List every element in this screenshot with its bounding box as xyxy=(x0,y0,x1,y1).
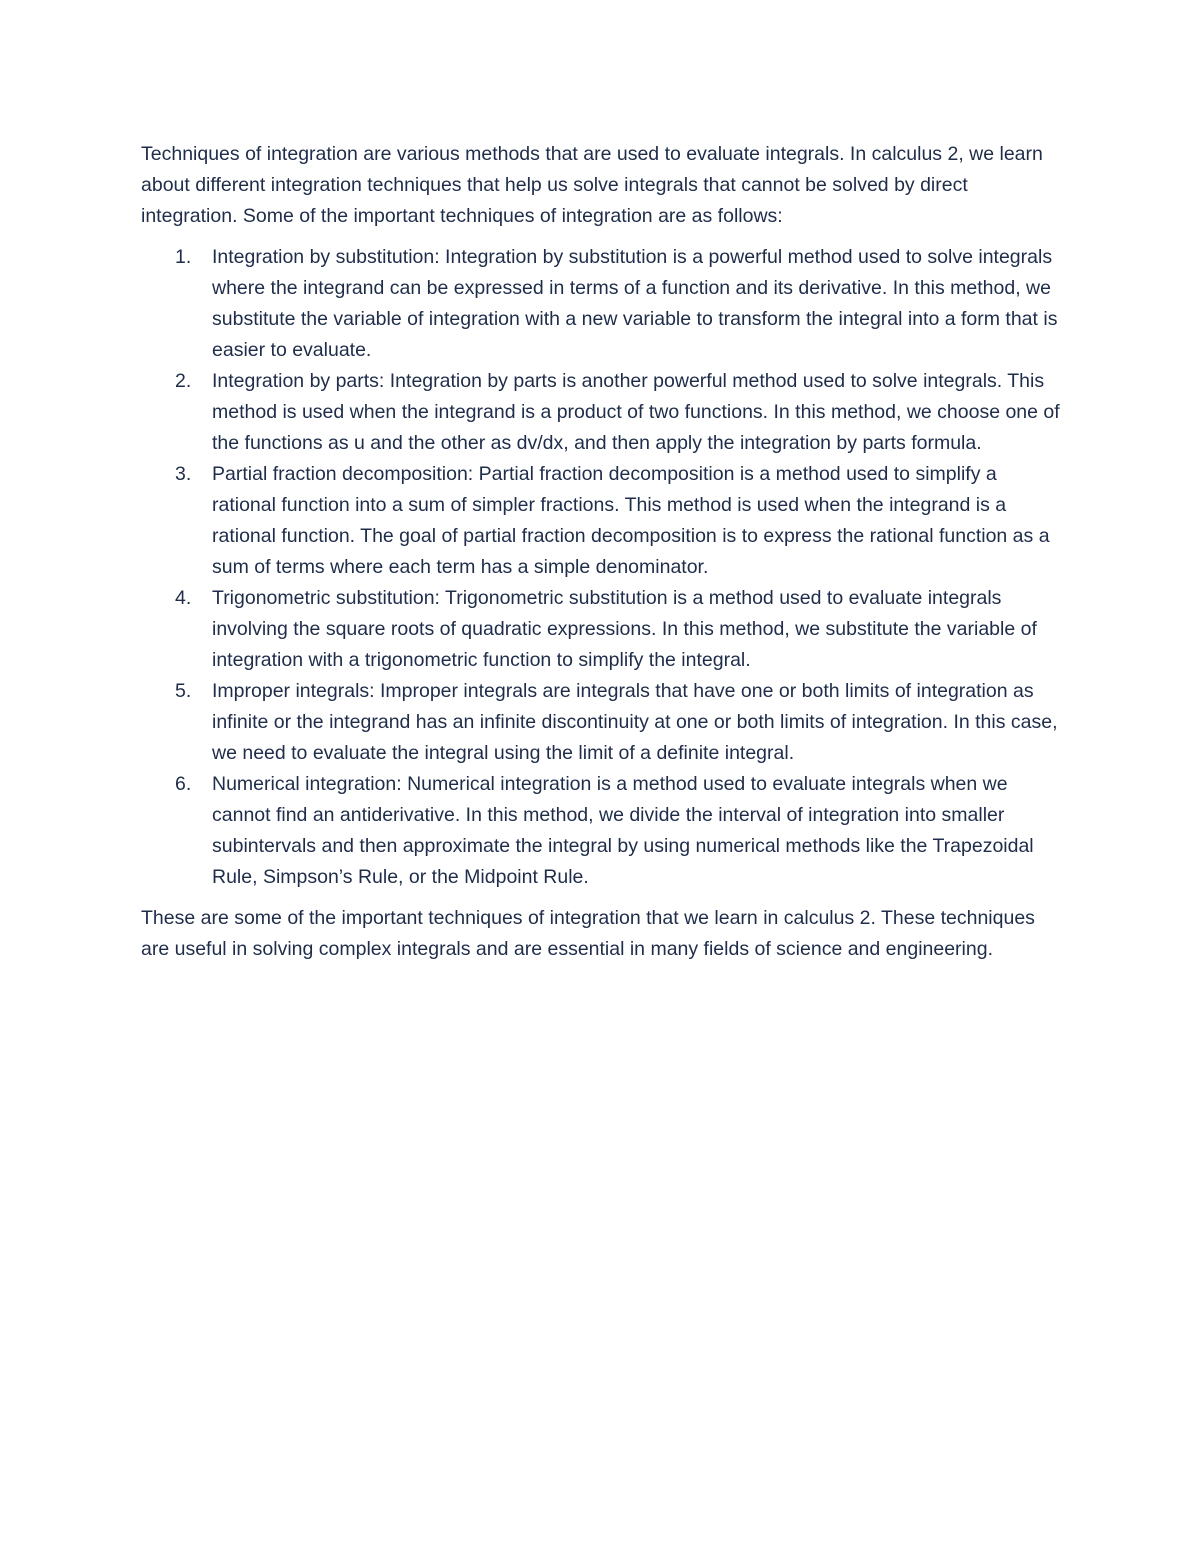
document-body xyxy=(141,139,1066,965)
list-item xyxy=(141,459,1066,583)
list-item-text: Integration by substitution: Integration by substitution is a powerful method used to solve integrals where the integrand can be expressed in terms of a function and its derivative. In this method, we substitute the variable of integration with a new variable to transform the integral into a form that is easier to evaluate. xyxy=(212,246,1058,361)
list-item xyxy=(141,676,1066,769)
intro-paragraph: Techniques of integration are various methods that are used to evaluate integrals. In calculus 2, we learn about different integration techniques that help us solve integrals that cannot be solved by direct integration. Some of the important techniques of integration are as follows: xyxy=(141,143,1043,227)
closing-paragraph: These are some of the important techniques of integration that we learn in calculus 2. These techniques are useful in solving complex integrals and are essential in many fields of science and engineering. xyxy=(141,907,1035,960)
list-item-text: Numerical integration: Numerical integration is a method used to evaluate integrals when we cannot find an antiderivative. In this method, we divide the interval of integration into smaller subintervals and then approximate the integral by using numerical methods like the Trapezoidal Rule, Simpson’s Rule, or the Midpoint Rule. xyxy=(212,773,1034,888)
list-item-text: Partial fraction decomposition: Partial fraction decomposition is a method used to simplify a rational function into a sum of simpler fractions. This method is used when the integrand is a rational function. The goal of partial fraction decomposition is to express the rational function as a sum of terms where each term has a simple denominator. xyxy=(212,463,1050,578)
list-item-number: 5. xyxy=(175,680,192,702)
list-item-number: 3. xyxy=(175,463,192,485)
list-item-number: 6. xyxy=(175,773,192,795)
list-item-text: Trigonometric substitution: Trigonometric substitution is a method used to evaluate integrals involving the square roots of quadratic expressions. In this method, we substitute the variable of integration with a trigonometric function to simplify the integral. xyxy=(212,587,1037,671)
list-item-text: Integration by parts: Integration by parts is another powerful method used to solve integrals. This method is used when the integrand is a product of two functions. In this method, we choose one of the functions as u and the other as dv/dx, and then apply the integration by parts formula. xyxy=(212,370,1060,454)
list-item xyxy=(141,769,1066,893)
list-item xyxy=(141,366,1066,459)
list-item-number: 4. xyxy=(175,587,192,609)
list-item xyxy=(141,583,1066,676)
techniques-list xyxy=(141,242,1066,893)
list-item xyxy=(141,242,1066,366)
list-item-number: 1. xyxy=(175,246,192,268)
list-item-text: Improper integrals: Improper integrals are integrals that have one or both limits of integration as infinite or the integrand has an infinite discontinuity at one or both limits of integration. In this case, we need to evaluate the integral using the limit of a definite integral. xyxy=(212,680,1058,764)
list-item-number: 2. xyxy=(175,370,192,392)
